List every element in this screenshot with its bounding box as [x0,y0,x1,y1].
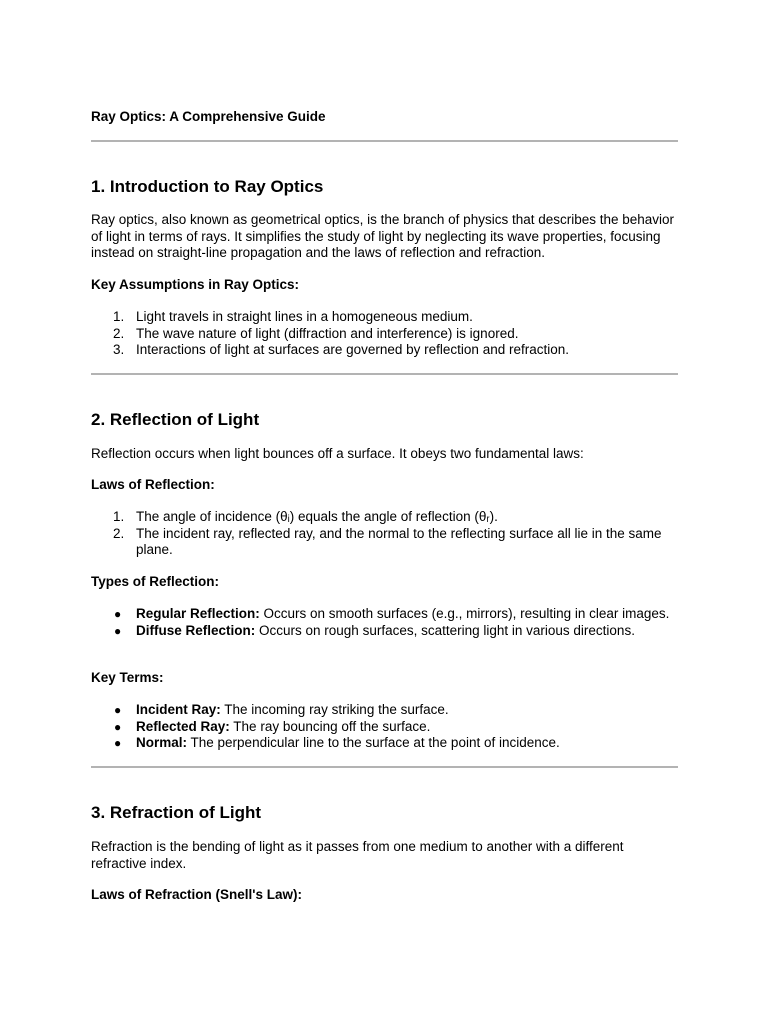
section-heading-reflection: 2. Reflection of Light [91,410,260,429]
list-item-text: The perpendicular line to the surface at the point of incidence. [187,735,560,750]
section-divider [91,373,678,375]
list-item-term: Normal: [136,735,188,750]
list-item [91,606,678,623]
list-item [91,342,678,359]
key-assumptions-heading: Key Assumptions in Ray Optics: [91,277,300,292]
list-item-term: Regular Reflection: [136,606,260,621]
intro-paragraph: Ray optics, also known as geometrical optics, is the branch of physics that describes the behavior of light in terms of rays. It simplifies the study of light by neglecting its wave properties, focusing instead on straight-line propagation and the laws of reflection and refraction. [91,212,675,260]
section-heading-introduction: 1. Introduction to Ray Optics [91,177,324,196]
list-number: 2. [113,325,125,341]
refraction-paragraph: Refraction is the bending of light as it passes from one medium to another with a different refractive index. [91,839,624,871]
list-item [91,719,678,736]
list-item-term: Diffuse Reflection: [136,622,256,638]
list-item [91,735,678,752]
list-item [91,326,678,343]
list-item-text: The incident ray, reflected ray, and the normal to the reflecting surface all lie in the same plane. [136,525,662,557]
reflection-paragraph: Reflection occurs when light bounces off a surface. It obeys two fundamental laws: [91,446,584,461]
document-title: Ray Optics: A Comprehensive Guide [91,109,326,124]
list-item-text: The ray bouncing off the surface. [229,718,431,734]
list-item [91,623,678,640]
list-item-text: The incoming ray striking the surface. [220,702,449,717]
types-of-reflection-list [91,606,678,639]
list-item-term: Reflected Ray: [136,718,230,734]
laws-of-refraction-heading: Laws of Refraction (Snell's Law): [91,887,302,902]
key-terms-heading: Key Terms: [91,670,164,685]
bullet-icon: ● [114,703,122,717]
section-divider [91,766,678,768]
list-item-text: The wave nature of light (diffraction and interference) is ignored. [136,325,519,341]
section-divider [91,140,678,142]
list-item-text: Interactions of light at surfaces are governed by reflection and refraction. [136,342,569,357]
list-item [91,702,678,719]
laws-of-reflection-list [91,509,678,559]
list-number: 2. [113,525,125,541]
bullet-icon: ● [114,607,122,621]
bullet-icon: ● [114,719,122,734]
list-item-text: Light travels in straight lines in a homogeneous medium. [136,309,473,324]
assumptions-list [91,309,678,359]
laws-of-reflection-heading: Laws of Reflection: [91,477,215,492]
list-item [91,526,678,559]
list-item [91,509,678,526]
key-terms-list [91,702,678,752]
bullet-icon: ● [114,736,122,750]
list-number: 1. [113,309,125,324]
list-item-text: Occurs on rough surfaces, scattering light in various directions. [255,622,635,638]
section-heading-refraction: 3. Refraction of Light [91,803,261,822]
list-item [91,309,678,326]
list-item-text: Occurs on smooth surfaces (e.g., mirrors), resulting in clear images. [259,606,670,621]
list-number: 3. [113,342,125,357]
list-item-term: Incident Ray: [136,702,221,717]
bullet-icon: ● [114,623,122,638]
list-item-text: The angle of incidence (θᵢ) equals the angle of reflection (θᵣ). [136,509,498,524]
types-of-reflection-heading: Types of Reflection: [91,574,220,589]
list-number: 1. [113,509,125,524]
